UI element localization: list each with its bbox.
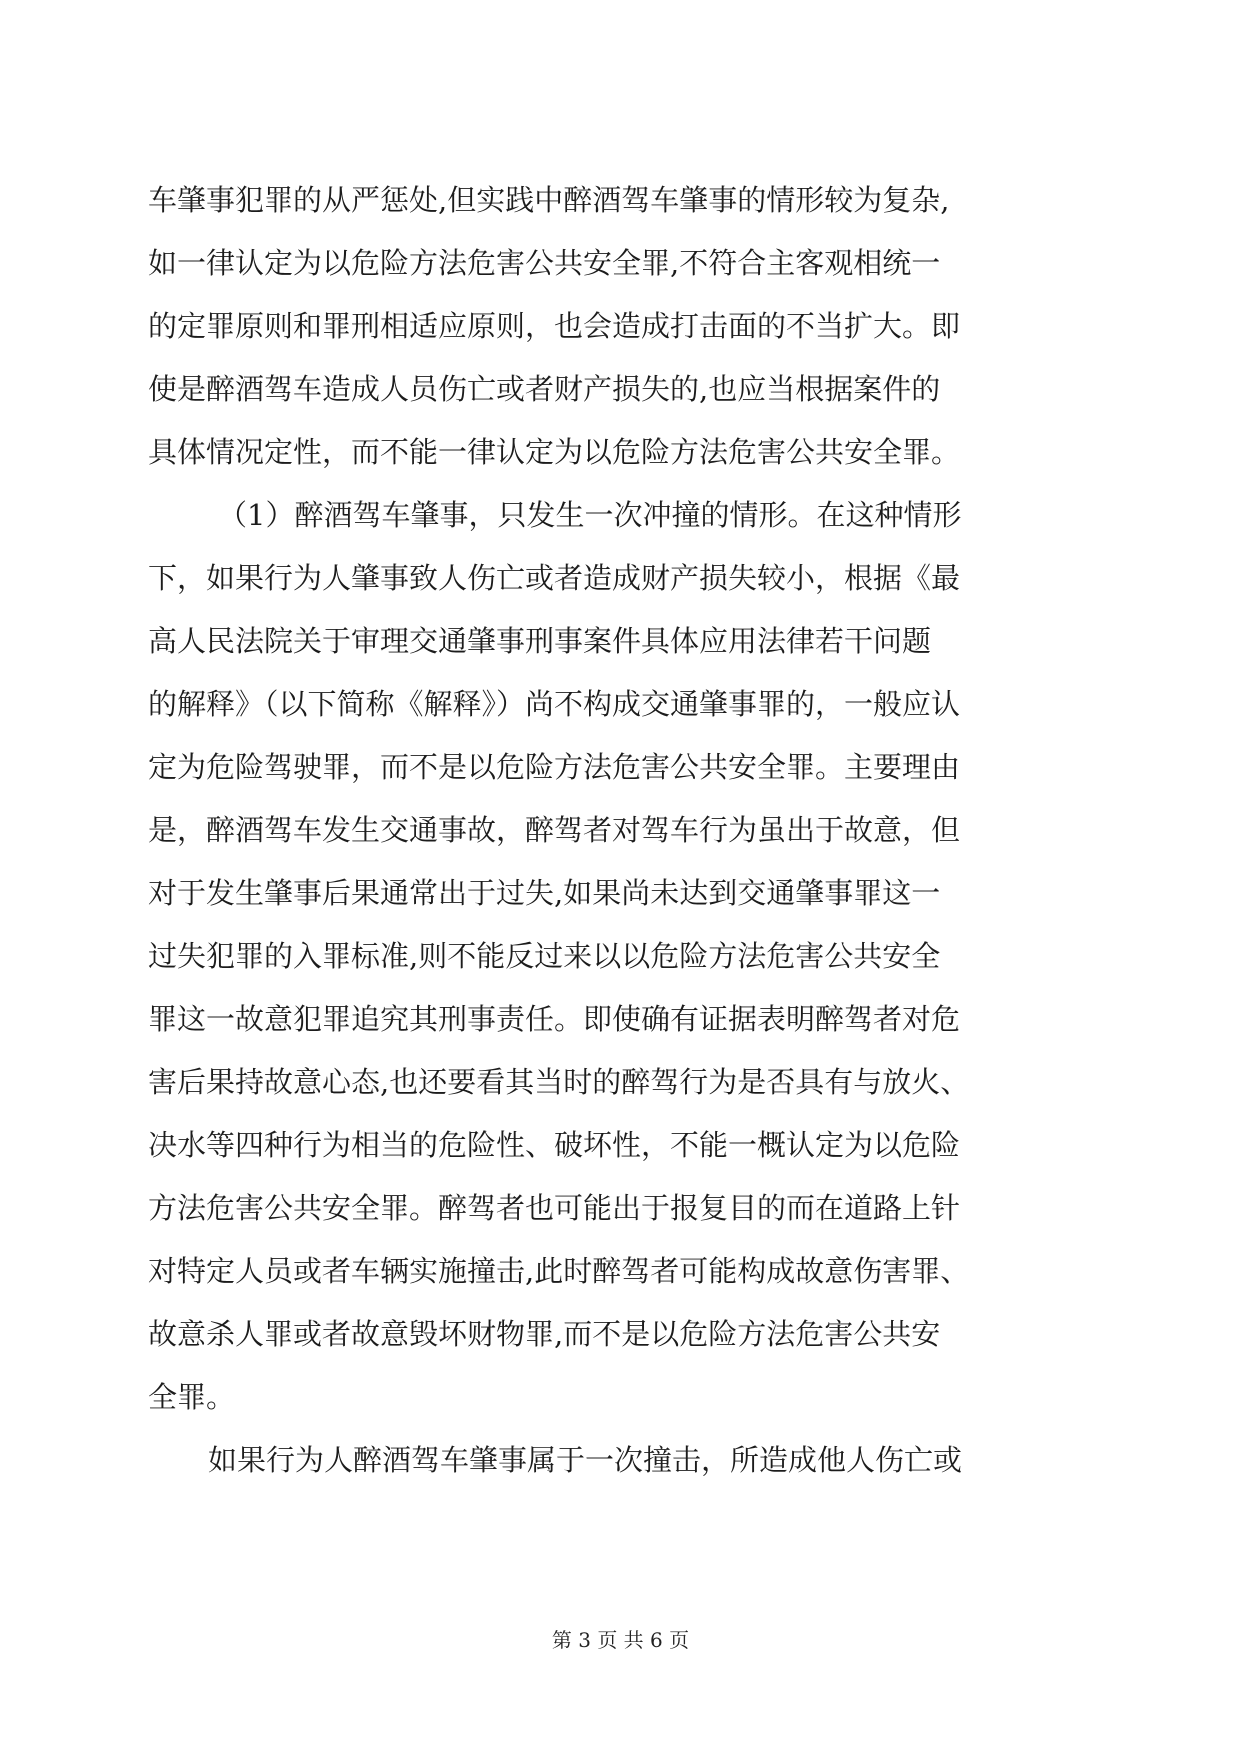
text-line: 使是醉酒驾车造成人员伤亡或者财产损失的,也应当根据案件的 [148,372,941,406]
text-line: 定为危险驾驶罪，而不是以危险方法危害公共安全罪。主要理由 [148,750,961,784]
text-line: 的解释》（以下简称《解释》）尚不构成交通肇事罪的，一般应认 [148,687,961,721]
text-line: 高人民法院关于审理交通肇事刑事案件具体应用法律若干问题 [148,624,932,658]
text-line: 如一律认定为以危险方法危害公共安全罪,不符合主客观相统一 [148,246,941,280]
paragraph-first-line: 如果行为人醉酒驾车肇事属于一次撞击，所造成他人伤亡或 [208,1443,963,1477]
page-footer: 第 3 页 共 6 页 [551,1628,690,1652]
text-line: 对于发生肇事后果通常出于过失,如果尚未达到交通肇事罪这一 [148,876,941,910]
text-line: 方法危害公共安全罪。醉驾者也可能出于报复目的而在道路上针 [148,1191,961,1225]
text-line: 车肇事犯罪的从严惩处,但实践中醉酒驾车肇事的情形较为复杂, [148,183,950,217]
text-line: 全罪。 [148,1380,236,1414]
text-line: 对特定人员或者车辆实施撞击,此时醉驾者可能构成故意伤害罪、 [148,1254,970,1288]
text-line: 故意杀人罪或者故意毁坏财物罪,而不是以危险方法危害公共安 [148,1317,941,1351]
text-line: 是，醉酒驾车发生交通事故，醉驾者对驾车行为虽出于故意，但 [148,813,961,847]
text-line: 的定罪原则和罪刑相适应原则，也会造成打击面的不当扩大。即 [148,309,961,343]
text-line: 过失犯罪的入罪标准,则不能反过来以以危险方法危害公共安全 [148,939,941,973]
text-line: 下，如果行为人肇事致人伤亡或者造成财产损失较小，根据《最 [148,561,961,595]
text-line: 具体情况定性，而不能一律认定为以危险方法危害公共安全罪。 [148,435,961,469]
paragraph-first-line: （1）醉酒驾车肇事，只发生一次冲撞的情形。在这种情形 [218,498,962,532]
text-line: 罪这一故意犯罪追究其刑事责任。即使确有证据表明醉驾者对危 [148,1002,961,1036]
text-line: 害后果持故意心态,也还要看其当时的醉驾行为是否具有与放火、 [148,1065,970,1099]
text-line: 决水等四种行为相当的危险性、破坏性，不能一概认定为以危险 [148,1128,961,1162]
